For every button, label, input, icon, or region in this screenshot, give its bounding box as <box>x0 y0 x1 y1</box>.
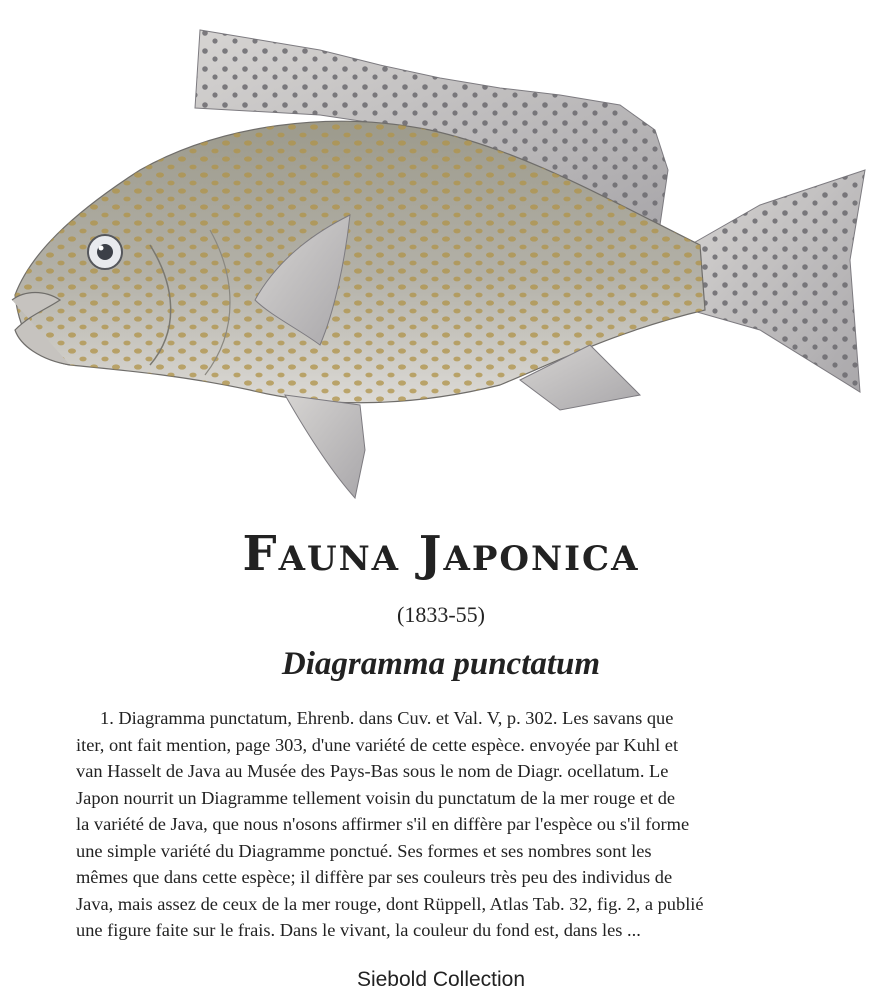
description-line: 1. Diagramma punctatum, Ehrenb. dans Cuv. et Val. V, p. 302. Les savans que <box>100 708 674 728</box>
description-line: Java, mais assez de ceux de la mer rouge, dont Rüppell, Atlas Tab. 32, fig. 2, a publié <box>76 893 704 914</box>
description-line: une simple variété du Diagramme ponctué. Ses formes et ses nombres sont les <box>76 840 652 861</box>
description-line: mêmes que dans cette espèce; il diffère par ses couleurs très peu des individus de <box>76 867 673 887</box>
collection-credit: Siebold Collection <box>356 968 526 991</box>
description-line: van Hasselt de Java au Musée des Pays-Bas sous le nom de Diagr. ocellatum. Le <box>76 761 669 781</box>
page-title: Fauna Japonica <box>242 526 640 582</box>
date-range: (1833-55) <box>397 602 485 627</box>
fish-illustration <box>0 10 882 510</box>
pelvic-fin <box>285 395 365 498</box>
species-name: Diagramma punctatum <box>281 646 601 682</box>
description-line: iter, ont fait mention, page 303, d'une variété de cette espèce. envoyée par Kuhl et <box>76 734 679 755</box>
description-line: une figure faite sur le frais. Dans le vivant, la couleur du fond est, dans les ... <box>76 920 641 940</box>
description-paragraph <box>76 705 804 944</box>
description-line: la variété de Java, que nous n'osons affirmer s'il en diffère par l'espèce ou s'il forme <box>76 814 690 834</box>
description-line: Japon nourrit un Diagramme tellement voisin du punctatum de la mer rouge et de <box>76 787 676 808</box>
